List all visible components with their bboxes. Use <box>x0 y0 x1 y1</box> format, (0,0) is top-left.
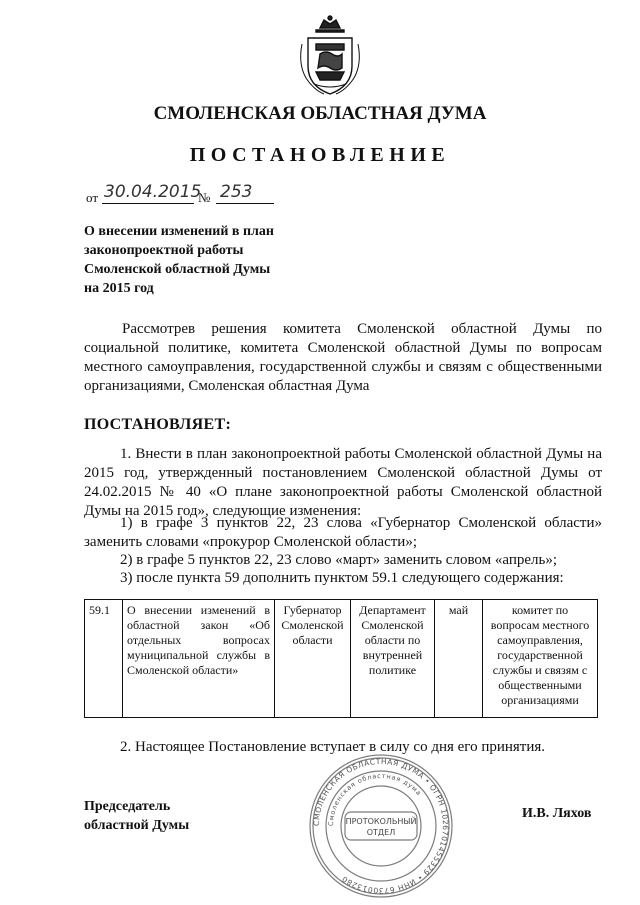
seal-center-line: ПРОТОКОЛЬНЫЙ <box>345 817 417 826</box>
document-number: 253 <box>220 182 253 202</box>
document-date: 30.04.2015 <box>104 182 202 202</box>
document-type-title: ПОСТАНОВЛЕНИЕ <box>189 144 451 166</box>
signatory-name: И.В. Ляхов <box>522 806 592 821</box>
signatory-title <box>84 797 189 835</box>
subitem-2-paragraph: 2) в графе 5 пунктов 22, 23 слово «март» заменить словом «апрель»; <box>120 552 558 568</box>
amendment-table <box>84 599 598 718</box>
responsible-cell: Департамент Смоленской области по внутренней политике <box>351 600 435 718</box>
seal-inner-text: Смоленская областная дума <box>326 771 424 827</box>
resolves-heading: ПОСТАНОВЛЯЕТ: <box>84 416 232 433</box>
date-underline <box>102 203 194 204</box>
coat-of-arms-icon <box>296 14 364 98</box>
date-number-line <box>86 182 276 206</box>
document-subject <box>84 222 274 298</box>
item-2-paragraph: 2. Настоящее Постановление вступает в силу со дня его принятия. <box>120 739 546 755</box>
organization-title: СМОЛЕНСКАЯ ОБЛАСТНАЯ ДУМА <box>153 103 487 124</box>
row-number-cell: 59.1 <box>85 600 123 718</box>
number-label: № <box>198 190 211 205</box>
committee-cell: комитет по вопросам местного самоуправления, государственной службы и связям с общественными организациями <box>483 600 598 718</box>
seal-outer-text: СМОЛЕНСКАЯ ОБЛАСТНАЯ ДУМА • ОГРН 1026701455329 • ИНН 6730013280 <box>311 756 451 896</box>
subject-line: законопроектной работы <box>84 243 244 258</box>
signatory-title-line: областной Думы <box>84 818 190 833</box>
subitem-3-paragraph: 3) после пункта 59 дополнить пунктом 59.1 следующего содержания: <box>120 570 564 586</box>
seal-center-line: ОТДЕЛ <box>366 828 396 837</box>
item-1-paragraph: 1. Внести в план законопроектной работы Смоленской областной Думы на 2015 год, утвержденный постановлением Смоленской областной Думы от 24.02.2015 № 40 «О плане законопроектной работы Смоленской областной Думы на 2015 год», следующие изменения: <box>84 446 602 519</box>
official-seal-icon <box>307 752 455 900</box>
subitem-1-paragraph: 1) в графе 3 пунктов 22, 23 слова «Губернатор Смоленской области» заменить словами «прокурор Смоленской области»; <box>84 515 602 550</box>
intro-paragraph: Рассмотрев решения комитета Смоленской областной Думы по социальной политике, комитета Смоленской областной Думы по вопросам местного самоуправления, государственной службы и связям с общественными организациями, Смоленская областная Дума <box>84 321 602 394</box>
subject-line: на 2015 год <box>84 281 154 296</box>
month-cell: май <box>435 600 483 718</box>
subject-line: Смоленской областной Думы <box>84 262 271 277</box>
subject-line: О внесении изменений в план <box>84 224 274 239</box>
date-from-label: от <box>86 190 99 205</box>
number-underline <box>216 203 274 204</box>
initiator-cell: Губернатор Смоленской области <box>275 600 351 718</box>
bill-title-cell: О внесении изменений в областной закон «Об отдельных вопросах муниципальной службы в Смоленской области» <box>123 600 275 718</box>
table-row <box>85 600 598 718</box>
signatory-title-line: Председатель <box>84 799 171 814</box>
